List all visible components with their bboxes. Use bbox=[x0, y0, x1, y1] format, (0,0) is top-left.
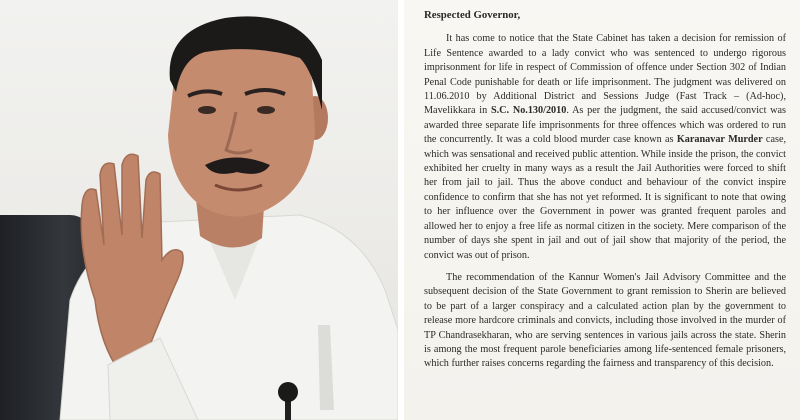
letter-p1-run: . As per the judgment, the said accused/convict was awarded three separate life imprisonments for three offences which was ordered to run the concurrently. It was a cold blood murder case known as bbox=[424, 105, 787, 146]
letter-document bbox=[404, 0, 800, 420]
person-photo bbox=[0, 0, 398, 420]
letter-paragraph-2: The recommendation of the Kannur Women's Jail Advisory Committee and the subsequent decision of the State Government to grant remission to Sherin are believed to be part of a larger conspiracy and a calculated action plan by the government to release more hardcore criminals and convicts, including those involved in the murder of TP Chandrasekharan, who are serving sentences in various jails across the state. Sherin is among the most frequent parole beneficiaries among life-sentenced female prisoners, which further raises concerns regarding the fairness and transparency of this decision. bbox=[424, 271, 786, 370]
person-illustration bbox=[0, 0, 398, 420]
case-number: S.C. No.130/2010 bbox=[490, 105, 567, 117]
letter-salutation: Respected Governor, bbox=[424, 9, 521, 21]
case-name: Karanavar Murder bbox=[676, 134, 763, 146]
letter-p1-run: case, which was sensational and received public attention. While inside the prison, the convict exhibited her cruelty in many ways as a result the Jail Authorities were forced to shift her from jail to jail. Thus the above conduct and behaviour of the convict inspire confidence to confirm that she has not yet reformed. It is significant to note that owing to her influence over the Government in power was granted frequent paroles and allowed her to enjoy a free life as normal citizen in the society. Mere comparison of the number of days she spent in jail and out of jail show that majority of the period, the convict was out of prison. bbox=[424, 134, 787, 261]
letter-p1-run: It has come to notice that the State Cabinet has taken a decision for remission of Life Sentence awarded to a lady convict who was sentenced to undergo rigorous imprisonment for life in respect of Commission of offence under Section 302 of Indian Penal Code punishable for death or life imprisonment. The judgment was delivered on 11.06.2010 by Additional District and Sessions Judge (Fast Track – (Ad-hoc), Mavelikkara in bbox=[424, 33, 786, 117]
letter-paragraph-1 bbox=[424, 32, 786, 263]
